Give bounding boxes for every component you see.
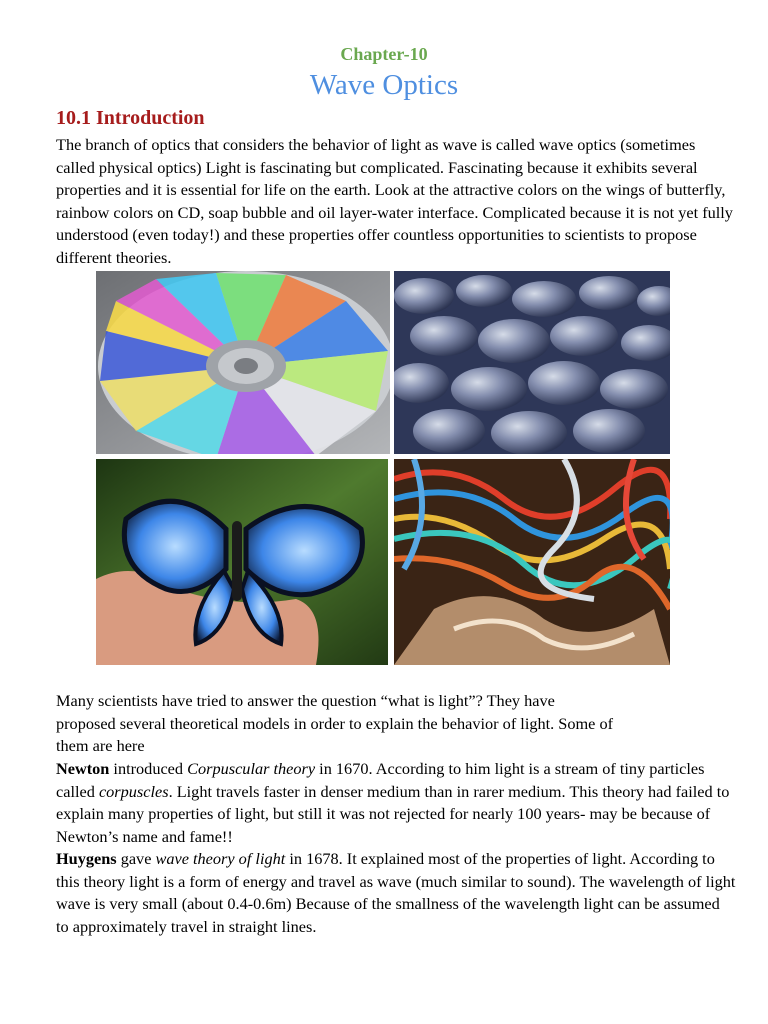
newton-paragraph: Newton introduced Corpuscular theory in 1670. According to him light is a stream of tiny particles called corpuscles. Light travels faster in denser medium than in rarer medium. This theory had failed to explain many properties of light, but still it was not rejected for nearly 100 years- may be because of Newton’s name and fame!! <box>56 759 730 846</box>
models-paragraph: Many scientists have tried to answer the question “what is light”? They have proposed several theoretical models in order to explain the behavior of light. Some of them are here <box>56 691 614 756</box>
butterfly-image <box>96 459 388 665</box>
corpuscular-theory-term: Corpuscular theory <box>187 759 316 778</box>
huygens-name: Huygens <box>56 849 117 868</box>
soap-bubbles-image <box>394 271 670 454</box>
page-title: Wave Optics <box>309 69 459 101</box>
oil-film-image <box>394 459 670 665</box>
newton-name: Newton <box>56 759 110 778</box>
corpuscles-term: corpuscles <box>98 781 169 801</box>
cd-rainbow-image <box>96 271 390 454</box>
chapter-label: Chapter-10 <box>340 44 428 64</box>
huygens-paragraph: Huygens gave wave theory of light in 1678. It explained most of the properties of light. According to this theory light is a form of energy and travel as wave (much similar to sound). The wavelength of light wave is very small (about 0.4-0.6m) Because of the smallness of the wavelength light can be assumed to approximately travel in straight lines. <box>56 849 736 936</box>
wave-theory-term: wave theory of light <box>155 849 286 868</box>
section-heading: 10.1 Introduction <box>56 107 205 129</box>
intro-paragraph: The branch of optics that considers the behavior of light as wave is called wave optics (sometimes called physical optics) Light is fascinating but complicated. Fascinating because it exhibits several properties and it is essential for life on the earth. Look at the attractive colors on the wings of butterfly, rainbow colors on CD, soap bubble and oil layer-water interface. Complicated because it is not yet fully understood (even today!) and these properties offer countless opportunities to scientists to propose different theories. <box>56 135 733 267</box>
